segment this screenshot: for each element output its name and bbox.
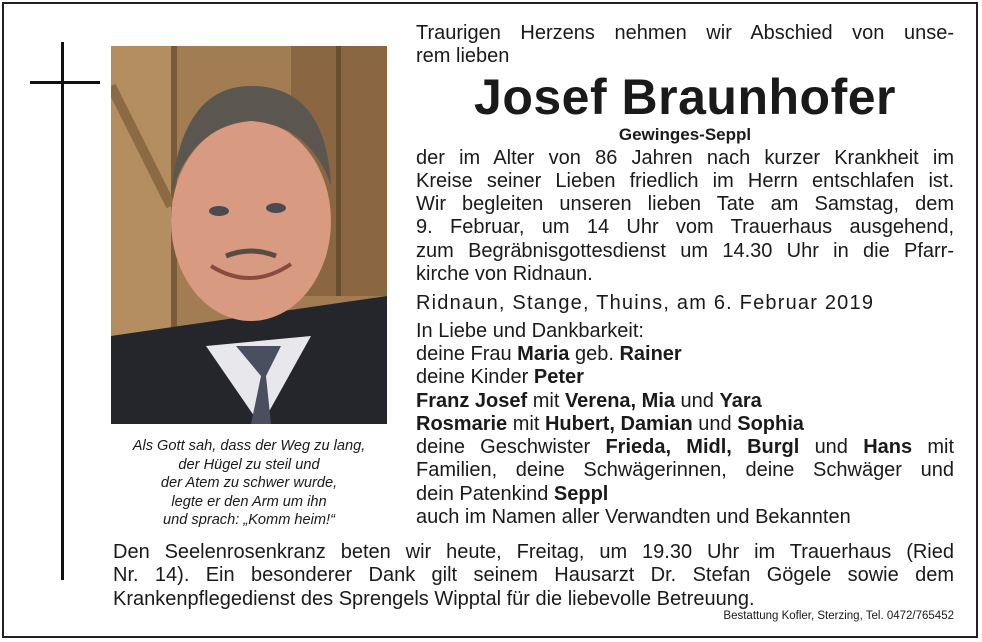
mourner-line: deine Frau Maria geb. Rainer — [416, 342, 682, 365]
body-line: zum Begräbnisgottesdienst um 14.30 Uhr in die Pfarr- — [416, 239, 954, 262]
mourner-line: deine Kinder Peter — [416, 366, 584, 389]
rosary-text — [113, 541, 954, 611]
mourner-line: auch im Namen aller Verwandten und Bekannten — [416, 506, 851, 529]
body-line: 9. Februar, um 14 Uhr vom Trauerhaus ausgehend, — [416, 216, 954, 239]
funeral-home-footer: Bestattung Kofler, Sterzing, Tel. 0472/765452 — [723, 610, 954, 622]
intro-line: Traurigen Herzens nehmen wir Abschied von unse- — [416, 22, 954, 44]
poem-line: der Hügel zu steil und — [178, 456, 320, 473]
body-line: Kreise seiner Lieben friedlich im Herrn entschlafen ist. — [416, 169, 954, 192]
mourner-line: Franz Josef mit Verena, Mia und Yara — [416, 389, 762, 412]
poem-line: legte er den Arm um ihn — [171, 493, 327, 510]
mourner-line: Rosmarie mit Hubert, Damian und Sophia — [416, 412, 804, 435]
cross-icon — [61, 42, 64, 580]
body-line: der im Alter von 86 Jahren nach kurzer Krankheit im — [416, 146, 954, 169]
place-date: Ridnaun, Stange, Thuins, am 6. Februar 2019 — [416, 292, 875, 315]
poem-line: Als Gott sah, dass der Weg zu lang, — [132, 438, 366, 454]
intro-line: rem lieben — [416, 45, 510, 68]
notice-text — [416, 22, 954, 529]
rosary-line: Den Seelenrosenkranz beten wir heute, Freitag, um 19.30 Uhr im Trauerhaus (Ried — [113, 541, 954, 563]
portrait-photo — [111, 46, 387, 424]
cross-icon-bar — [30, 81, 100, 84]
mourners-list — [416, 320, 954, 530]
rosary-line: Krankenpflegedienst des Sprengels Wipptal für die liebevolle Betreuung. — [113, 587, 755, 610]
body-line: Wir begleiten unseren lieben Tate am Samstag, dem — [416, 193, 954, 216]
rosary-line: Nr. 14). Ein besonderer Dank gilt seinem Hausarzt Dr. Stefan Gögele sowie dem — [113, 564, 954, 587]
mourners-intro: In Liebe und Dankbarkeit: — [416, 319, 644, 342]
poem-line: der Atem zu schwer wurde, — [160, 475, 338, 491]
mourner-line: dein Patenkind Seppl — [416, 482, 609, 505]
mourner-line: Familien, deine Schwägerinnen, deine Schwäger und — [416, 459, 954, 482]
mourner-line: deine Geschwister Frieda, Midl, Burgl und Hans mit — [416, 436, 955, 459]
nickname: Gewinges-Seppl — [618, 124, 752, 144]
poem — [111, 437, 387, 530]
body-line: kirche von Ridnaun. — [416, 263, 593, 286]
deceased-name: Josef Braunhofer — [474, 68, 896, 125]
poem-line: und sprach: „Komm heim!“ — [163, 512, 335, 528]
